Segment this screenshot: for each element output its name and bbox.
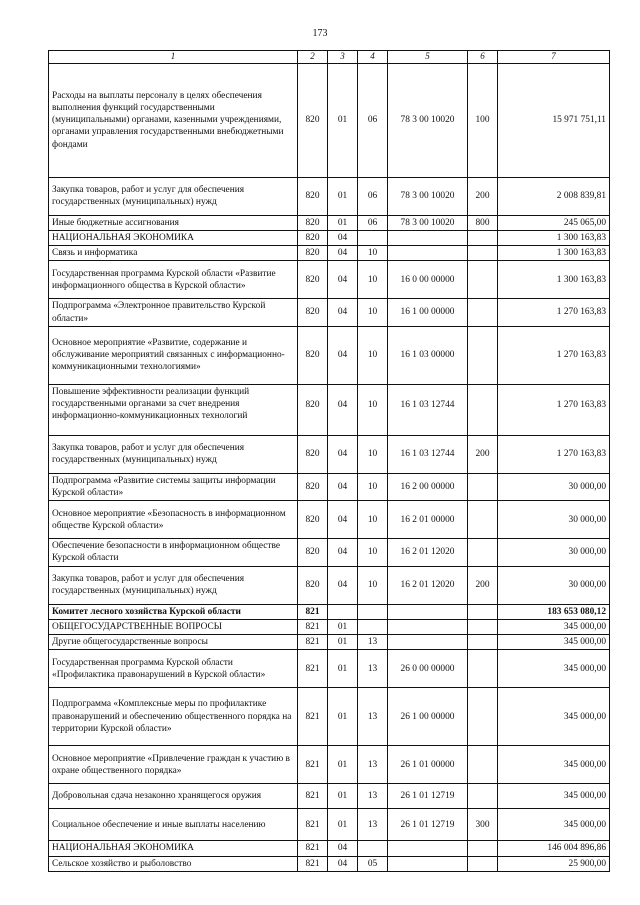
row-vr [468,261,498,299]
row-ved: 820 [298,261,328,299]
row-csr [388,619,468,634]
row-csr: 16 2 01 00000 [388,501,468,539]
row-pr: 10 [358,539,388,566]
row-pr: 10 [358,435,388,473]
row-csr: 16 1 00 00000 [388,299,468,326]
row-pr: 10 [358,566,388,604]
row-ved: 821 [298,809,328,841]
row-rz: 04 [328,261,358,299]
row-csr [388,604,468,619]
table-row [49,215,610,230]
row-csr: 26 0 00 00000 [388,650,468,688]
row-rz: 01 [328,177,358,215]
row-pr: 10 [358,246,388,261]
row-name: Закупка товаров, работ и услуг для обеспечения государственных (муниципальных) нужд [49,177,298,215]
row-sum: 2 008 839,81 [498,177,610,215]
row-sum: 345 000,00 [498,809,610,841]
row-vr [468,746,498,784]
row-sum: 345 000,00 [498,688,610,746]
row-rz: 01 [328,809,358,841]
row-csr: 16 1 03 12744 [388,435,468,473]
row-sum: 1 300 163,83 [498,261,610,299]
row-ved: 820 [298,539,328,566]
table-row [49,384,610,435]
row-rz: 01 [328,635,358,650]
row-pr [358,619,388,634]
table-row [49,177,610,215]
row-name: Иные бюджетные ассигнования [49,215,298,230]
table-row [49,650,610,688]
row-sum: 245 065,00 [498,215,610,230]
row-csr: 16 0 00 00000 [388,261,468,299]
row-vr: 200 [468,566,498,604]
budget-table [48,50,610,872]
table-row [49,63,610,177]
row-csr: 78 3 00 10020 [388,177,468,215]
table-row [49,566,610,604]
row-rz: 04 [328,566,358,604]
row-csr: 78 3 00 10020 [388,63,468,177]
row-csr: 26 1 01 12719 [388,809,468,841]
row-ved: 820 [298,246,328,261]
table-row [49,501,610,539]
table-row [49,746,610,784]
row-sum: 345 000,00 [498,635,610,650]
row-ved: 821 [298,746,328,784]
row-name: Добровольная сдача незаконно хранящегося оружия [49,784,298,809]
row-pr [358,841,388,856]
row-vr [468,604,498,619]
row-vr [468,501,498,539]
row-vr [468,384,498,435]
table-row [49,619,610,634]
row-ved: 820 [298,326,328,384]
row-ved: 821 [298,635,328,650]
row-sum: 345 000,00 [498,784,610,809]
row-rz [328,604,358,619]
row-pr [358,230,388,245]
row-vr: 200 [468,177,498,215]
row-pr: 10 [358,384,388,435]
row-sum: 345 000,00 [498,746,610,784]
row-vr: 100 [468,63,498,177]
row-sum: 1 300 163,83 [498,230,610,245]
row-vr [468,635,498,650]
row-sum: 1 270 163,83 [498,435,610,473]
row-pr: 10 [358,326,388,384]
row-rz: 04 [328,473,358,500]
table-row [49,435,610,473]
row-ved: 821 [298,841,328,856]
table-row [49,688,610,746]
row-pr: 10 [358,501,388,539]
row-name: Обеспечение безопасности в информационном обществе Курской области [49,539,298,566]
row-name: Государственная программа Курской области «Развитие информационного общества в Курской области» [49,261,298,299]
row-csr: 16 2 01 12020 [388,566,468,604]
row-vr [468,246,498,261]
row-vr [468,539,498,566]
table-row [49,230,610,245]
row-pr: 10 [358,473,388,500]
row-vr: 800 [468,215,498,230]
row-ved: 821 [298,688,328,746]
table-row [49,635,610,650]
column-number: 7 [498,51,610,64]
row-name: Государственная программа Курской области «Профилактика правонарушений в Курской области» [49,650,298,688]
row-csr [388,246,468,261]
row-pr: 06 [358,177,388,215]
row-vr [468,326,498,384]
row-rz: 04 [328,856,358,871]
row-csr [388,230,468,245]
row-ved: 820 [298,215,328,230]
row-rz: 04 [328,246,358,261]
row-sum: 30 000,00 [498,501,610,539]
row-vr [468,841,498,856]
row-ved: 820 [298,566,328,604]
row-pr: 06 [358,215,388,230]
row-vr [468,473,498,500]
row-sum: 345 000,00 [498,650,610,688]
row-ved: 820 [298,177,328,215]
table-row [49,604,610,619]
row-csr: 26 1 01 12719 [388,784,468,809]
row-name: Комитет лесного хозяйства Курской области [49,604,298,619]
row-rz: 01 [328,215,358,230]
row-name: Сельское хозяйство и рыболовство [49,856,298,871]
row-pr [358,604,388,619]
column-number: 6 [468,51,498,64]
row-csr: 16 1 03 00000 [388,326,468,384]
row-rz: 04 [328,539,358,566]
row-name: НАЦИОНАЛЬНАЯ ЭКОНОМИКА [49,230,298,245]
column-number: 5 [388,51,468,64]
row-csr [388,635,468,650]
table-row [49,539,610,566]
row-sum: 1 270 163,83 [498,326,610,384]
row-sum: 1 270 163,83 [498,384,610,435]
row-rz: 04 [328,501,358,539]
row-ved: 821 [298,856,328,871]
row-sum: 146 004 896,86 [498,841,610,856]
row-pr: 13 [358,635,388,650]
table-row [49,299,610,326]
row-name: ОБЩЕГОСУДАРСТВЕННЫЕ ВОПРОСЫ [49,619,298,634]
row-pr: 10 [358,261,388,299]
table-row [49,784,610,809]
row-rz: 04 [328,326,358,384]
row-ved: 821 [298,650,328,688]
row-name: НАЦИОНАЛЬНАЯ ЭКОНОМИКА [49,841,298,856]
row-name: Подпрограмма «Развитие системы защиты информации Курской области» [49,473,298,500]
row-name: Основное мероприятие «Привлечение граждан к участию в охране общественного порядка» [49,746,298,784]
row-csr: 16 1 03 12744 [388,384,468,435]
row-ved: 821 [298,619,328,634]
row-name: Подпрограмма «Электронное правительство Курской области» [49,299,298,326]
row-csr: 16 2 01 12020 [388,539,468,566]
row-csr: 26 1 00 00000 [388,688,468,746]
table-row [49,246,610,261]
row-csr: 78 3 00 10020 [388,215,468,230]
table-row [49,841,610,856]
row-rz: 01 [328,650,358,688]
row-rz: 04 [328,384,358,435]
row-sum: 30 000,00 [498,473,610,500]
row-csr: 16 2 00 00000 [388,473,468,500]
row-sum: 30 000,00 [498,539,610,566]
row-rz: 04 [328,841,358,856]
row-pr: 10 [358,299,388,326]
row-name: Социальное обеспечение и иные выплаты населению [49,809,298,841]
row-name: Другие общегосударственные вопросы [49,635,298,650]
row-ved: 820 [298,435,328,473]
table-row [49,809,610,841]
row-ved: 820 [298,299,328,326]
row-name: Повышение эффективности реализации функций государственными органами за счет внедрения информационно-коммуникационных технологий [49,384,298,435]
row-vr [468,856,498,871]
row-name: Основное мероприятие «Безопасность в информационном обществе Курской области» [49,501,298,539]
row-rz: 04 [328,230,358,245]
row-pr: 06 [358,63,388,177]
row-name: Основное мероприятие «Развитие, содержание и обслуживание мероприятий связанных с информационно-коммуникационными технологиями» [49,326,298,384]
column-number: 2 [298,51,328,64]
row-ved: 820 [298,501,328,539]
row-sum: 30 000,00 [498,566,610,604]
row-vr: 200 [468,435,498,473]
row-name: Закупка товаров, работ и услуг для обеспечения государственных (муниципальных) нужд [49,566,298,604]
row-sum: 15 971 751,11 [498,63,610,177]
row-rz: 01 [328,619,358,634]
row-vr [468,230,498,245]
row-pr: 13 [358,746,388,784]
row-sum: 1 300 163,83 [498,246,610,261]
row-rz: 01 [328,63,358,177]
row-pr: 05 [358,856,388,871]
row-vr [468,688,498,746]
table-row [49,326,610,384]
row-name: Закупка товаров, работ и услуг для обеспечения государственных (муниципальных) нужд [49,435,298,473]
row-csr [388,841,468,856]
row-ved: 820 [298,63,328,177]
row-name: Расходы на выплаты персоналу в целях обеспечения выполнения функций государственными (муниципальными) органами, казенными учреждениями, органами управления государственными внебюджетными фондами [49,63,298,177]
row-rz: 01 [328,688,358,746]
row-vr [468,619,498,634]
row-pr: 13 [358,650,388,688]
row-vr [468,650,498,688]
column-number: 3 [328,51,358,64]
table-row [49,856,610,871]
table-row [49,473,610,500]
row-sum: 345 000,00 [498,619,610,634]
row-csr [388,856,468,871]
column-number-row [49,51,610,64]
row-ved: 820 [298,384,328,435]
row-pr: 13 [358,809,388,841]
row-pr: 13 [358,784,388,809]
row-sum: 25 900,00 [498,856,610,871]
row-ved: 821 [298,604,328,619]
row-rz: 01 [328,746,358,784]
row-ved: 820 [298,473,328,500]
row-vr [468,784,498,809]
column-number: 4 [358,51,388,64]
row-rz: 04 [328,299,358,326]
row-ved: 821 [298,784,328,809]
row-rz: 04 [328,435,358,473]
row-csr: 26 1 01 00000 [388,746,468,784]
row-ved: 820 [298,230,328,245]
column-number: 1 [49,51,298,64]
row-vr: 300 [468,809,498,841]
page-number: 173 [312,28,328,39]
row-name: Связь и информатика [49,246,298,261]
row-pr: 13 [358,688,388,746]
row-name: Подпрограмма «Комплексные меры по профилактике правонарушений и обеспечению общественного порядка на территории Курской области» [49,688,298,746]
row-sum: 183 653 080,12 [498,604,610,619]
table-row [49,261,610,299]
row-rz: 01 [328,784,358,809]
row-sum: 1 270 163,83 [498,299,610,326]
row-vr [468,299,498,326]
